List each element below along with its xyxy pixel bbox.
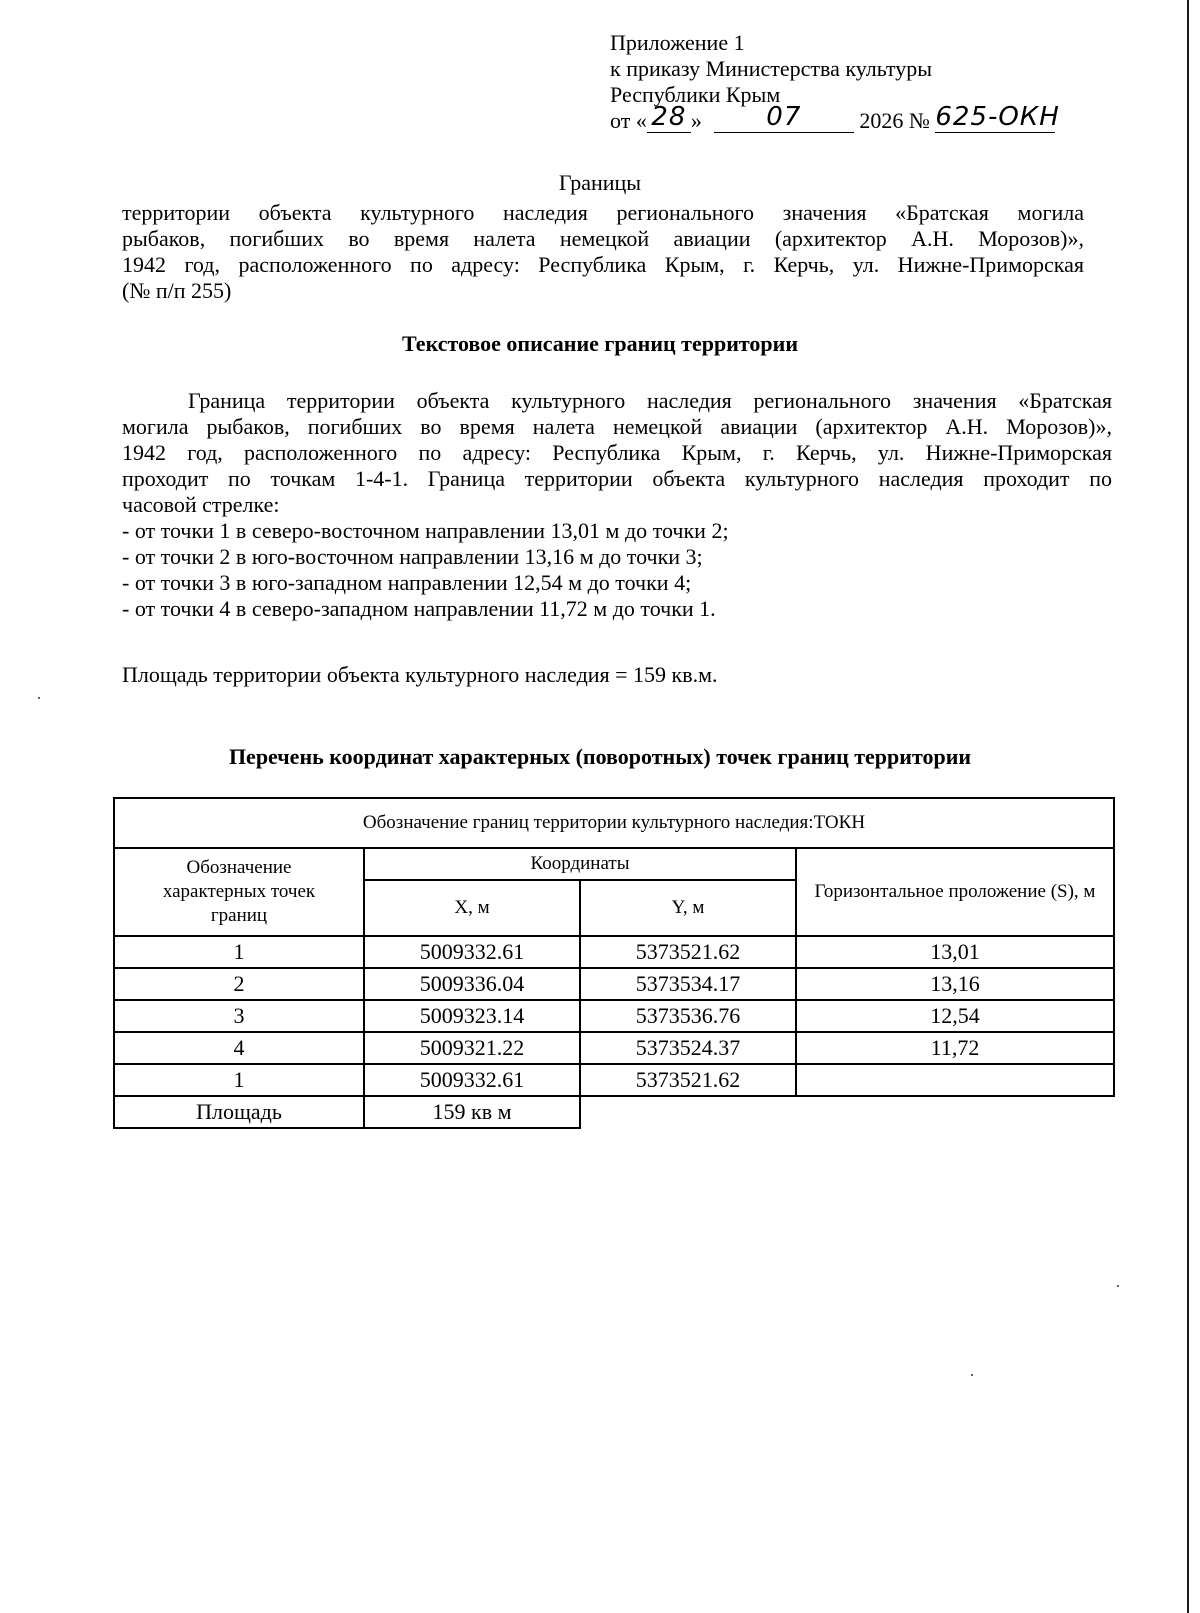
cell-distance: 11,72 bbox=[796, 1032, 1114, 1064]
cell-distance bbox=[796, 1064, 1114, 1096]
description-line: - от точки 1 в северо-восточном направлении 13,01 м до точки 2; bbox=[122, 518, 729, 543]
cell-point: 4 bbox=[114, 1032, 364, 1064]
cell-y: 5373524.37 bbox=[580, 1032, 796, 1064]
object-title-line: 1942 год, расположенного по адресу: Республика Крым, г. Керчь, ул. Нижне-Приморская bbox=[122, 252, 1084, 277]
section-coords-title: Перечень координат характерных (поворотных) точек границ территории bbox=[228, 744, 972, 769]
description-line: - от точки 2 в юго-восточном направлении 13,16 м до точки 3; bbox=[122, 544, 703, 569]
empty-cell bbox=[580, 1096, 796, 1128]
date-prefix: от « bbox=[610, 108, 647, 133]
cell-x: 5009321.22 bbox=[364, 1032, 580, 1064]
empty-cell bbox=[796, 1096, 1114, 1128]
object-title-line: (№ п/п 255) bbox=[122, 278, 232, 303]
document-heading: Границы bbox=[558, 170, 642, 195]
appendix-line-2: к приказу Министерства культуры bbox=[610, 56, 933, 81]
table-row bbox=[114, 1032, 1114, 1064]
appendix-line-3: Республики Крым bbox=[610, 82, 781, 107]
cell-y: 5373521.62 bbox=[580, 936, 796, 968]
cell-point: 2 bbox=[114, 968, 364, 1000]
area-statement: Площадь территории объекта культурного наследия = 159 кв.м. bbox=[122, 662, 718, 687]
table-row bbox=[114, 936, 1114, 968]
appendix-block bbox=[610, 30, 1060, 134]
cell-distance: 13,16 bbox=[796, 968, 1114, 1000]
order-year-label: 2026 № bbox=[859, 108, 930, 133]
cell-x: 5009336.04 bbox=[364, 968, 580, 1000]
header-point: Обозначение характерных точек границ bbox=[114, 848, 364, 936]
cell-y: 5373534.17 bbox=[580, 968, 796, 1000]
cell-distance: 13,01 bbox=[796, 936, 1114, 968]
cell-y: 5373536.76 bbox=[580, 1000, 796, 1032]
table-row bbox=[114, 1064, 1114, 1096]
area-row bbox=[114, 1096, 1114, 1128]
scan-speck bbox=[971, 1374, 973, 1376]
section-text-title: Текстовое описание границ территории bbox=[401, 331, 799, 356]
date-day-blank bbox=[647, 102, 691, 133]
appendix-date-line bbox=[610, 102, 1060, 134]
cell-x: 5009323.14 bbox=[364, 1000, 580, 1032]
description-line: - от точки 4 в северо-западном направлении 11,72 м до точки 1. bbox=[122, 596, 716, 621]
description-line: Граница территории объекта культурного наследия регионального значения «Братская bbox=[188, 388, 1112, 413]
object-title-line: территории объекта культурного наследия регионального значения «Братская могила bbox=[122, 200, 1084, 225]
cell-x: 5009332.61 bbox=[364, 1064, 580, 1096]
cell-distance: 12,54 bbox=[796, 1000, 1114, 1032]
cell-y: 5373521.62 bbox=[580, 1064, 796, 1096]
table-caption: Обозначение границ территории культурного наследия:ТОКН bbox=[114, 798, 1114, 848]
coordinates-table bbox=[113, 797, 1115, 1129]
order-number-blank bbox=[935, 102, 1060, 133]
object-title bbox=[122, 200, 1084, 304]
date-month-handwritten: 07 bbox=[766, 102, 802, 132]
table-row bbox=[114, 1000, 1114, 1032]
boundary-description bbox=[122, 388, 1112, 622]
description-line: 1942 год, расположенного по адресу: Республика Крым, г. Керчь, ул. Нижне-Приморская bbox=[122, 440, 1112, 465]
appendix-line-1: Приложение 1 bbox=[610, 30, 745, 55]
header-x: X, м bbox=[364, 880, 580, 936]
cell-point: 3 bbox=[114, 1000, 364, 1032]
cell-point: 1 bbox=[114, 1064, 364, 1096]
description-line: - от точки 3 в юго-западном направлении 12,54 м до точки 4; bbox=[122, 570, 692, 595]
scan-speck bbox=[1117, 1285, 1119, 1287]
description-line: проходит по точкам 1-4-1. Граница территории объекта культурного наследия проходит по bbox=[122, 466, 1112, 491]
date-month-blank bbox=[714, 102, 854, 133]
cell-x: 5009332.61 bbox=[364, 936, 580, 968]
header-coordinates: Координаты bbox=[364, 848, 796, 880]
order-number-handwritten: 625-ОКН bbox=[935, 102, 1060, 132]
header-distance: Горизонтальное проложение (S), м bbox=[796, 848, 1114, 936]
header-y: Y, м bbox=[580, 880, 796, 936]
object-title-line: рыбаков, погибших во время налета немецкой авиации (архитектор А.Н. Морозов)», bbox=[122, 226, 1084, 251]
cell-area-label: Площадь bbox=[114, 1096, 364, 1128]
description-line: могила рыбаков, погибших во время налета немецкой авиации (архитектор А.Н. Морозов)», bbox=[122, 414, 1112, 439]
date-day-handwritten: 28 bbox=[651, 102, 687, 132]
scan-edge-line bbox=[1187, 0, 1189, 1613]
cell-point: 1 bbox=[114, 936, 364, 968]
cell-area-value: 159 кв м bbox=[364, 1096, 580, 1128]
description-line: часовой стрелке: bbox=[122, 492, 280, 517]
table-row bbox=[114, 968, 1114, 1000]
scan-speck bbox=[38, 697, 40, 699]
date-mid: » bbox=[690, 108, 702, 133]
